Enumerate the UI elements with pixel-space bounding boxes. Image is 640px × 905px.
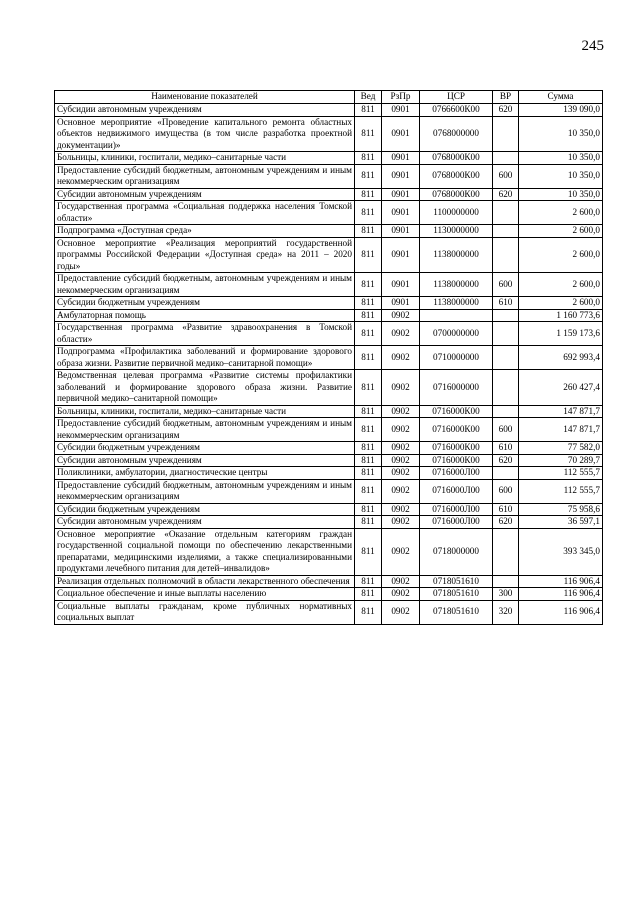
page-number: 245 — [581, 38, 604, 54]
header-rzpr: РзПр — [382, 91, 420, 104]
cell-csr: 0716000К00 — [420, 454, 493, 467]
cell-name: Субсидии автономным учреждениям — [55, 516, 355, 529]
cell-sum: 70 289,7 — [519, 454, 603, 467]
cell-vr: 620 — [493, 188, 519, 201]
cell-vr — [493, 405, 519, 418]
cell-rzpr: 0901 — [382, 273, 420, 297]
cell-name: Подпрограмма «Профилактика заболеваний и формирование здорового образа жизни. Развитие первичной медико–санитарной помощи» — [55, 346, 355, 370]
cell-ved: 811 — [355, 164, 382, 188]
cell-name: Подпрограмма «Доступная среда» — [55, 225, 355, 238]
cell-csr: 1130000000 — [420, 225, 493, 238]
cell-name: Субсидии бюджетным учреждениям — [55, 297, 355, 310]
table-row — [55, 309, 603, 322]
header-ved: Вед — [355, 91, 382, 104]
cell-ved: 811 — [355, 152, 382, 165]
cell-csr: 0718051610 — [420, 575, 493, 588]
cell-rzpr: 0902 — [382, 454, 420, 467]
cell-ved: 811 — [355, 467, 382, 480]
cell-rzpr: 0901 — [382, 188, 420, 201]
cell-sum: 2 600,0 — [519, 201, 603, 225]
cell-name: Предоставление субсидий бюджетным, автономным учреждениям и иным некоммерческим организациям — [55, 273, 355, 297]
cell-sum: 139 090,0 — [519, 104, 603, 117]
cell-name: Основное мероприятие «Реализация мероприятий государственной программы Российской Федерации «Доступная среда» на 2011 – 2020 годы» — [55, 237, 355, 273]
cell-ved: 811 — [355, 104, 382, 117]
cell-rzpr: 0902 — [382, 503, 420, 516]
cell-ved: 811 — [355, 116, 382, 152]
cell-name: Социальные выплаты гражданам, кроме публичных нормативных социальных выплат — [55, 600, 355, 624]
cell-rzpr: 0902 — [382, 575, 420, 588]
cell-vr — [493, 237, 519, 273]
table-row — [55, 479, 603, 503]
cell-csr: 0716000Л00 — [420, 467, 493, 480]
cell-rzpr: 0901 — [382, 225, 420, 238]
cell-csr: 0718000000 — [420, 528, 493, 575]
table-row — [55, 454, 603, 467]
cell-sum: 2 600,0 — [519, 273, 603, 297]
cell-sum: 147 871,7 — [519, 418, 603, 442]
cell-ved: 811 — [355, 588, 382, 601]
cell-name: Больницы, клиники, госпитали, медико–санитарные части — [55, 152, 355, 165]
cell-name: Предоставление субсидий бюджетным, автономным учреждениям и иным некоммерческим организациям — [55, 164, 355, 188]
cell-rzpr: 0902 — [382, 588, 420, 601]
cell-name: Больницы, клиники, госпитали, медико–санитарные части — [55, 405, 355, 418]
cell-rzpr: 0902 — [382, 405, 420, 418]
cell-vr — [493, 370, 519, 406]
table-row — [55, 225, 603, 238]
cell-sum: 112 555,7 — [519, 467, 603, 480]
cell-ved: 811 — [355, 201, 382, 225]
cell-sum: 116 906,4 — [519, 588, 603, 601]
cell-sum: 147 871,7 — [519, 405, 603, 418]
cell-rzpr: 0901 — [382, 237, 420, 273]
table-row — [55, 516, 603, 529]
cell-vr — [493, 225, 519, 238]
cell-rzpr: 0902 — [382, 346, 420, 370]
cell-sum: 692 993,4 — [519, 346, 603, 370]
cell-vr — [493, 575, 519, 588]
cell-sum: 10 350,0 — [519, 164, 603, 188]
cell-csr: 0716000Л00 — [420, 503, 493, 516]
cell-sum: 10 350,0 — [519, 188, 603, 201]
table-row — [55, 418, 603, 442]
cell-sum: 77 582,0 — [519, 442, 603, 455]
cell-vr — [493, 152, 519, 165]
cell-vr: 610 — [493, 297, 519, 310]
cell-rzpr: 0901 — [382, 116, 420, 152]
table-row — [55, 503, 603, 516]
cell-csr: 1138000000 — [420, 273, 493, 297]
cell-sum: 116 906,4 — [519, 600, 603, 624]
cell-ved: 811 — [355, 225, 382, 238]
cell-sum: 1 159 173,6 — [519, 322, 603, 346]
cell-name: Основное мероприятие «Проведение капитального ремонта областных объектов недвижимого имущества (в том числе разработка проектной документации)» — [55, 116, 355, 152]
cell-sum: 75 958,6 — [519, 503, 603, 516]
cell-ved: 811 — [355, 188, 382, 201]
cell-sum: 1 160 773,6 — [519, 309, 603, 322]
cell-ved: 811 — [355, 516, 382, 529]
table-row — [55, 575, 603, 588]
cell-name: Реализация отдельных полномочий в области лекарственного обеспечения — [55, 575, 355, 588]
cell-name: Субсидии автономным учреждениям — [55, 104, 355, 117]
cell-ved: 811 — [355, 237, 382, 273]
cell-rzpr: 0902 — [382, 370, 420, 406]
cell-vr — [493, 309, 519, 322]
table-row — [55, 346, 603, 370]
cell-rzpr: 0902 — [382, 479, 420, 503]
cell-name: Государственная программа «Развитие здравоохранения в Томской области» — [55, 322, 355, 346]
cell-name: Предоставление субсидий бюджетным, автономным учреждениям и иным некоммерческим организациям — [55, 479, 355, 503]
table-row — [55, 322, 603, 346]
cell-name: Субсидии бюджетным учреждениям — [55, 442, 355, 455]
cell-rzpr: 0902 — [382, 600, 420, 624]
cell-ved: 811 — [355, 370, 382, 406]
cell-vr: 610 — [493, 442, 519, 455]
cell-vr — [493, 116, 519, 152]
cell-ved: 811 — [355, 297, 382, 310]
cell-rzpr: 0901 — [382, 152, 420, 165]
table-row — [55, 188, 603, 201]
cell-csr: 1138000000 — [420, 237, 493, 273]
cell-rzpr: 0902 — [382, 418, 420, 442]
cell-csr: 1100000000 — [420, 201, 493, 225]
table-row — [55, 164, 603, 188]
cell-sum: 10 350,0 — [519, 116, 603, 152]
table-row — [55, 467, 603, 480]
cell-vr — [493, 346, 519, 370]
table-row — [55, 297, 603, 310]
cell-rzpr: 0902 — [382, 528, 420, 575]
cell-ved: 811 — [355, 454, 382, 467]
cell-csr: 0718051610 — [420, 588, 493, 601]
cell-rzpr: 0901 — [382, 164, 420, 188]
table-row — [55, 442, 603, 455]
cell-rzpr: 0901 — [382, 104, 420, 117]
cell-sum: 10 350,0 — [519, 152, 603, 165]
cell-ved: 811 — [355, 322, 382, 346]
table-row — [55, 104, 603, 117]
cell-vr: 620 — [493, 104, 519, 117]
cell-csr: 0766600К00 — [420, 104, 493, 117]
cell-rzpr: 0902 — [382, 516, 420, 529]
cell-rzpr: 0902 — [382, 442, 420, 455]
cell-csr: 0716000000 — [420, 370, 493, 406]
table-row — [55, 152, 603, 165]
cell-vr: 600 — [493, 273, 519, 297]
header-name: Наименование показателей — [55, 91, 355, 104]
cell-name: Социальное обеспечение и иные выплаты населению — [55, 588, 355, 601]
cell-vr: 600 — [493, 479, 519, 503]
cell-sum: 2 600,0 — [519, 297, 603, 310]
table-row — [55, 116, 603, 152]
cell-ved: 811 — [355, 479, 382, 503]
cell-csr: 0716000К00 — [420, 442, 493, 455]
cell-ved: 811 — [355, 503, 382, 516]
cell-name: Государственная программа «Социальная поддержка населения Томской области» — [55, 201, 355, 225]
table-row — [55, 201, 603, 225]
table-row — [55, 370, 603, 406]
cell-sum: 393 345,0 — [519, 528, 603, 575]
cell-name: Субсидии бюджетным учреждениям — [55, 503, 355, 516]
cell-vr: 300 — [493, 588, 519, 601]
cell-csr: 0768000К00 — [420, 152, 493, 165]
table-row — [55, 588, 603, 601]
cell-ved: 811 — [355, 442, 382, 455]
cell-ved: 811 — [355, 575, 382, 588]
cell-rzpr: 0901 — [382, 297, 420, 310]
cell-csr: 0716000К00 — [420, 418, 493, 442]
table-row — [55, 273, 603, 297]
table-row — [55, 528, 603, 575]
cell-csr — [420, 309, 493, 322]
cell-vr — [493, 528, 519, 575]
table-row — [55, 237, 603, 273]
cell-ved: 811 — [355, 346, 382, 370]
cell-sum: 116 906,4 — [519, 575, 603, 588]
cell-csr: 0718051610 — [420, 600, 493, 624]
cell-ved: 811 — [355, 600, 382, 624]
cell-csr: 0768000К00 — [420, 188, 493, 201]
cell-vr: 620 — [493, 516, 519, 529]
cell-csr: 0716000Л00 — [420, 516, 493, 529]
cell-name: Амбулаторная помощь — [55, 309, 355, 322]
cell-vr: 610 — [493, 503, 519, 516]
cell-sum: 260 427,4 — [519, 370, 603, 406]
cell-vr — [493, 322, 519, 346]
cell-csr: 0716000Л00 — [420, 479, 493, 503]
cell-ved: 811 — [355, 418, 382, 442]
cell-name: Предоставление субсидий бюджетным, автономным учреждениям и иным некоммерческим организациям — [55, 418, 355, 442]
cell-vr: 620 — [493, 454, 519, 467]
cell-ved: 811 — [355, 309, 382, 322]
cell-ved: 811 — [355, 528, 382, 575]
budget-table — [54, 90, 603, 625]
table-row — [55, 405, 603, 418]
cell-name: Субсидии автономным учреждениям — [55, 188, 355, 201]
cell-csr: 0716000К00 — [420, 405, 493, 418]
cell-rzpr: 0901 — [382, 201, 420, 225]
cell-rzpr: 0902 — [382, 322, 420, 346]
cell-sum: 112 555,7 — [519, 479, 603, 503]
cell-sum: 2 600,0 — [519, 237, 603, 273]
cell-rzpr: 0902 — [382, 309, 420, 322]
cell-ved: 811 — [355, 273, 382, 297]
header-sum: Сумма — [519, 91, 603, 104]
cell-csr: 0768000000 — [420, 116, 493, 152]
cell-csr: 0768000К00 — [420, 164, 493, 188]
cell-sum: 2 600,0 — [519, 225, 603, 238]
cell-csr: 0700000000 — [420, 322, 493, 346]
cell-vr: 320 — [493, 600, 519, 624]
cell-ved: 811 — [355, 405, 382, 418]
cell-name: Поликлиники, амбулатории, диагностические центры — [55, 467, 355, 480]
table-row — [55, 600, 603, 624]
cell-name: Ведомственная целевая программа «Развитие системы профилактики заболеваний и формирование здорового образа жизни. Развитие первичной медико–санитарной помощи» — [55, 370, 355, 406]
header-vr: ВР — [493, 91, 519, 104]
cell-csr: 0710000000 — [420, 346, 493, 370]
header-csr: ЦСР — [420, 91, 493, 104]
cell-vr: 600 — [493, 164, 519, 188]
cell-vr — [493, 467, 519, 480]
cell-rzpr: 0902 — [382, 467, 420, 480]
cell-vr: 600 — [493, 418, 519, 442]
cell-name: Основное мероприятие «Оказание отдельным категориям граждан государственной социальной помощи по обеспечению лекарственными препаратами, медицинскими изделиями, а также специализированными продуктами лечебного питания для детей–инвалидов» — [55, 528, 355, 575]
table-header-row — [55, 91, 603, 104]
cell-name: Субсидии автономным учреждениям — [55, 454, 355, 467]
cell-vr — [493, 201, 519, 225]
cell-sum: 36 597,1 — [519, 516, 603, 529]
cell-csr: 1138000000 — [420, 297, 493, 310]
